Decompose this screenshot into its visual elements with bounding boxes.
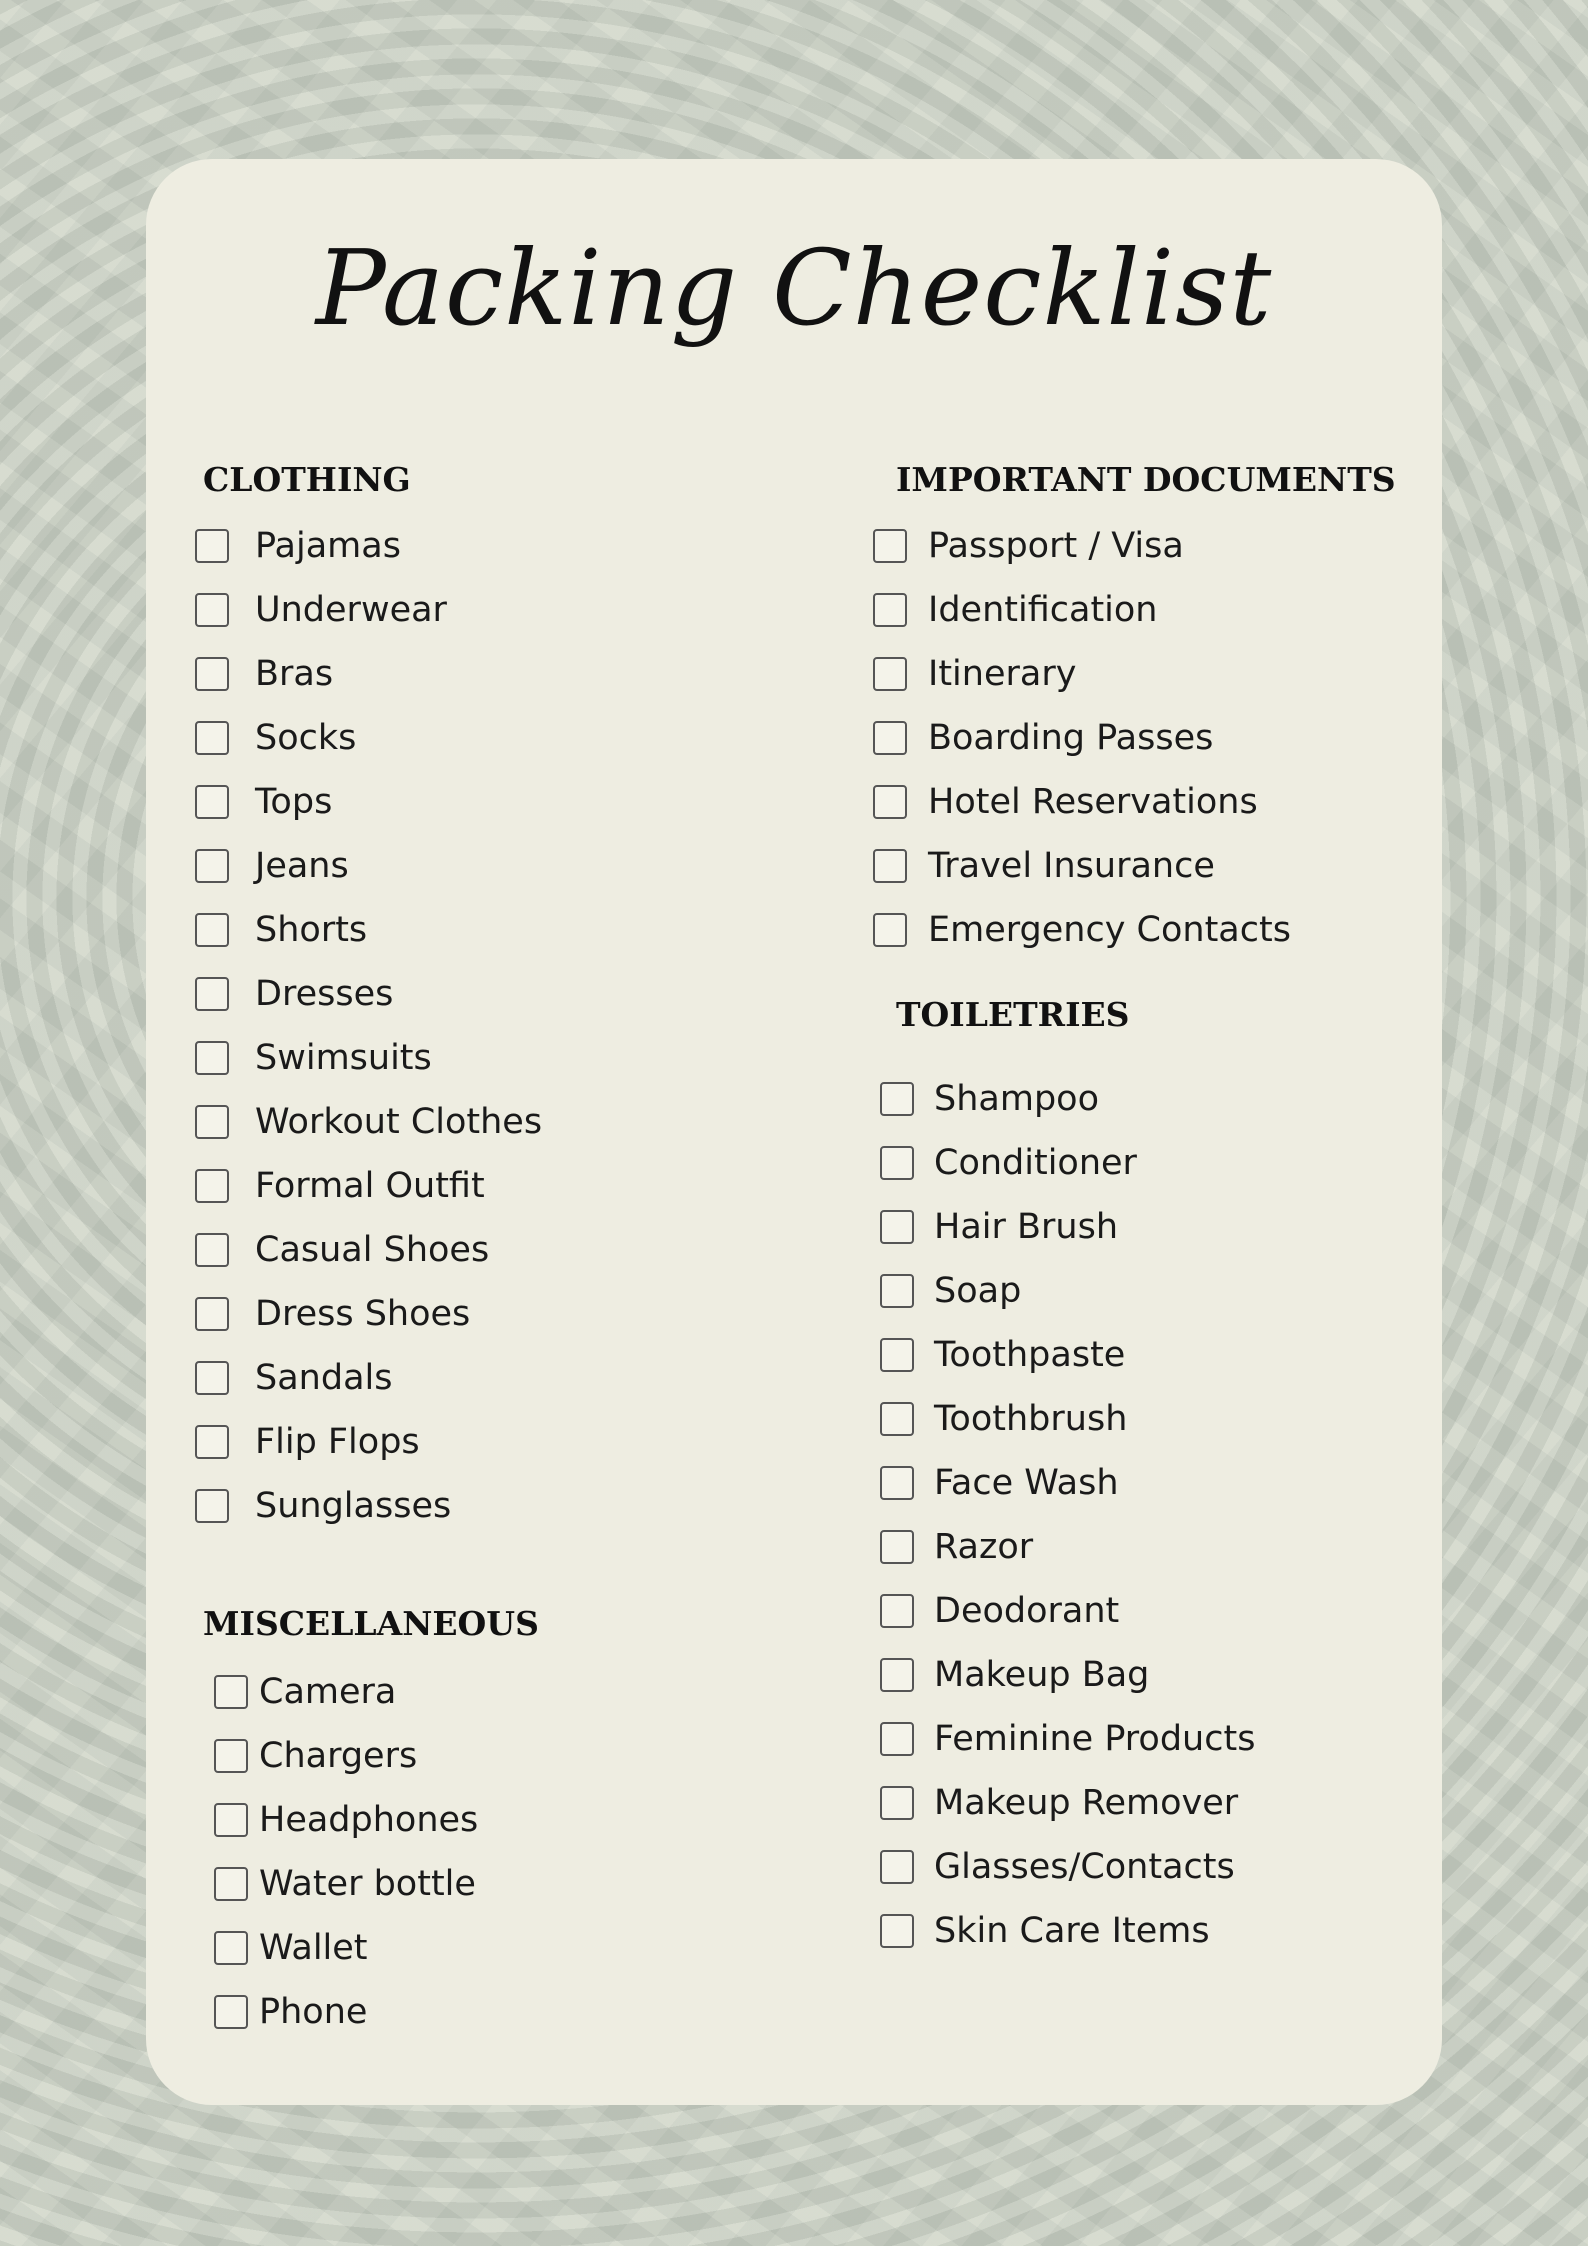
documents-item[interactable] bbox=[873, 514, 1291, 578]
checkbox-icon[interactable] bbox=[880, 1786, 914, 1820]
checkbox-icon[interactable] bbox=[195, 1489, 229, 1523]
miscellaneous-item[interactable] bbox=[214, 1724, 478, 1788]
clothing-item-label: Tops bbox=[255, 782, 333, 822]
toiletries-item-label: Deodorant bbox=[934, 1591, 1120, 1631]
clothing-item[interactable] bbox=[195, 834, 542, 898]
documents-item-label: Travel Insurance bbox=[928, 846, 1215, 886]
miscellaneous-item-label: Headphones bbox=[259, 1800, 479, 1840]
checkbox-icon[interactable] bbox=[214, 1675, 248, 1709]
clothing-item-label: Bras bbox=[255, 654, 334, 694]
toiletries-item[interactable] bbox=[880, 1323, 1255, 1387]
miscellaneous-list bbox=[214, 1660, 478, 2044]
checkbox-icon[interactable] bbox=[880, 1210, 914, 1244]
checkbox-icon[interactable] bbox=[195, 593, 229, 627]
documents-item[interactable] bbox=[873, 706, 1291, 770]
checkbox-icon[interactable] bbox=[873, 529, 907, 563]
checkbox-icon[interactable] bbox=[873, 657, 907, 691]
documents-item-label: Passport / Visa bbox=[928, 526, 1184, 566]
checkbox-icon[interactable] bbox=[214, 1803, 248, 1837]
clothing-item[interactable] bbox=[195, 1090, 542, 1154]
clothing-item-label: Dresses bbox=[255, 974, 394, 1014]
clothing-item-label: Sunglasses bbox=[255, 1486, 452, 1526]
clothing-item-label: Underwear bbox=[255, 590, 447, 630]
clothing-item[interactable] bbox=[195, 1346, 542, 1410]
clothing-item[interactable] bbox=[195, 1218, 542, 1282]
miscellaneous-item[interactable] bbox=[214, 1852, 478, 1916]
toiletries-item-label: Glasses/Contacts bbox=[934, 1847, 1235, 1887]
documents-item-label: Itinerary bbox=[928, 654, 1077, 694]
clothing-item[interactable] bbox=[195, 514, 542, 578]
checkbox-icon[interactable] bbox=[195, 1169, 229, 1203]
clothing-item[interactable] bbox=[195, 706, 542, 770]
documents-heading: IMPORTANT DOCUMENTS bbox=[896, 460, 1396, 499]
checkbox-icon[interactable] bbox=[880, 1466, 914, 1500]
toiletries-list bbox=[880, 1067, 1255, 1963]
miscellaneous-item-label: Camera bbox=[259, 1672, 397, 1712]
checkbox-icon[interactable] bbox=[880, 1594, 914, 1628]
clothing-item-label: Swimsuits bbox=[255, 1038, 432, 1078]
toiletries-item-label: Shampoo bbox=[934, 1079, 1099, 1119]
toiletries-item-label: Makeup Remover bbox=[934, 1783, 1239, 1823]
checkbox-icon[interactable] bbox=[195, 1105, 229, 1139]
miscellaneous-item[interactable] bbox=[214, 1916, 478, 1980]
toiletries-heading: TOILETRIES bbox=[896, 995, 1130, 1034]
toiletries-item-label: Toothbrush bbox=[934, 1399, 1128, 1439]
documents-item[interactable] bbox=[873, 770, 1291, 834]
clothing-item-label: Workout Clothes bbox=[255, 1102, 543, 1142]
clothing-item[interactable] bbox=[195, 962, 542, 1026]
clothing-item-label: Socks bbox=[255, 718, 357, 758]
checkbox-icon[interactable] bbox=[195, 1041, 229, 1075]
checkbox-icon[interactable] bbox=[873, 721, 907, 755]
checkbox-icon[interactable] bbox=[880, 1722, 914, 1756]
checkbox-icon[interactable] bbox=[195, 913, 229, 947]
clothing-item[interactable] bbox=[195, 642, 542, 706]
checkbox-icon[interactable] bbox=[195, 657, 229, 691]
miscellaneous-heading: MISCELLANEOUS bbox=[203, 1604, 539, 1643]
toiletries-item[interactable] bbox=[880, 1195, 1255, 1259]
documents-item-label: Boarding Passes bbox=[928, 718, 1214, 758]
checkbox-icon[interactable] bbox=[214, 1995, 248, 2029]
documents-item[interactable] bbox=[873, 834, 1291, 898]
checkbox-icon[interactable] bbox=[880, 1274, 914, 1308]
toiletries-item[interactable] bbox=[880, 1515, 1255, 1579]
clothing-item-label: Flip Flops bbox=[255, 1422, 420, 1462]
miscellaneous-item-label: Chargers bbox=[259, 1736, 418, 1776]
clothing-item[interactable] bbox=[195, 1026, 542, 1090]
clothing-item[interactable] bbox=[195, 898, 542, 962]
checkbox-icon[interactable] bbox=[195, 1361, 229, 1395]
checkbox-icon[interactable] bbox=[195, 721, 229, 755]
toiletries-item[interactable] bbox=[880, 1387, 1255, 1451]
checkbox-icon[interactable] bbox=[195, 977, 229, 1011]
toiletries-item[interactable] bbox=[880, 1771, 1255, 1835]
checkbox-icon[interactable] bbox=[873, 913, 907, 947]
clothing-item-label: Dress Shoes bbox=[255, 1294, 471, 1334]
toiletries-item[interactable] bbox=[880, 1707, 1255, 1771]
toiletries-item[interactable] bbox=[880, 1259, 1255, 1323]
checkbox-icon[interactable] bbox=[880, 1530, 914, 1564]
documents-item[interactable] bbox=[873, 898, 1291, 962]
toiletries-item-label: Makeup Bag bbox=[934, 1655, 1150, 1695]
checkbox-icon[interactable] bbox=[880, 1146, 914, 1180]
checkbox-icon[interactable] bbox=[195, 1425, 229, 1459]
checkbox-icon[interactable] bbox=[873, 849, 907, 883]
checkbox-icon[interactable] bbox=[195, 785, 229, 819]
clothing-item-label: Pajamas bbox=[255, 526, 401, 566]
checkbox-icon[interactable] bbox=[214, 1931, 248, 1965]
miscellaneous-item[interactable] bbox=[214, 1788, 478, 1852]
page-title: Packing Checklist bbox=[315, 227, 1273, 349]
documents-item-label: Emergency Contacts bbox=[928, 910, 1291, 950]
checkbox-icon[interactable] bbox=[873, 593, 907, 627]
toiletries-item[interactable] bbox=[880, 1451, 1255, 1515]
checkbox-icon[interactable] bbox=[195, 529, 229, 563]
checkbox-icon[interactable] bbox=[195, 849, 229, 883]
toiletries-item-label: Feminine Products bbox=[934, 1719, 1256, 1759]
clothing-item[interactable] bbox=[195, 1410, 542, 1474]
clothing-item[interactable] bbox=[195, 1282, 542, 1346]
checkbox-icon[interactable] bbox=[873, 785, 907, 819]
checkbox-icon[interactable] bbox=[880, 1402, 914, 1436]
checkbox-icon[interactable] bbox=[880, 1850, 914, 1884]
miscellaneous-item-label: Phone bbox=[259, 1992, 368, 2032]
checkbox-icon[interactable] bbox=[195, 1233, 229, 1267]
checkbox-icon[interactable] bbox=[880, 1338, 914, 1372]
clothing-item-label: Sandals bbox=[255, 1358, 393, 1398]
toiletries-item[interactable] bbox=[880, 1131, 1255, 1195]
clothing-item-label: Shorts bbox=[255, 910, 368, 950]
toiletries-item[interactable] bbox=[880, 1067, 1255, 1131]
checkbox-icon[interactable] bbox=[214, 1867, 248, 1901]
clothing-item-label: Jeans bbox=[255, 846, 349, 886]
miscellaneous-item-label: Wallet bbox=[259, 1928, 368, 1968]
toiletries-item-label: Soap bbox=[934, 1271, 1022, 1311]
documents-item[interactable] bbox=[873, 578, 1291, 642]
clothing-heading: CLOTHING bbox=[203, 460, 411, 499]
miscellaneous-item[interactable] bbox=[214, 1980, 478, 2044]
documents-item[interactable] bbox=[873, 642, 1291, 706]
toiletries-item-label: Hair Brush bbox=[934, 1207, 1119, 1247]
toiletries-item[interactable] bbox=[880, 1579, 1255, 1643]
clothing-item[interactable] bbox=[195, 1474, 542, 1538]
toiletries-item-label: Conditioner bbox=[934, 1143, 1137, 1183]
documents-list bbox=[873, 514, 1291, 962]
clothing-item[interactable] bbox=[195, 578, 542, 642]
clothing-item[interactable] bbox=[195, 770, 542, 834]
toiletries-item[interactable] bbox=[880, 1643, 1255, 1707]
toiletries-item-label: Razor bbox=[934, 1527, 1034, 1567]
toiletries-item-label: Toothpaste bbox=[934, 1335, 1126, 1375]
checkbox-icon[interactable] bbox=[195, 1297, 229, 1331]
miscellaneous-item[interactable] bbox=[214, 1660, 478, 1724]
clothing-item-label: Casual Shoes bbox=[255, 1230, 490, 1270]
clothing-list bbox=[195, 514, 542, 1538]
documents-item-label: Identification bbox=[928, 590, 1158, 630]
toiletries-item-label: Face Wash bbox=[934, 1463, 1119, 1503]
toiletries-item[interactable] bbox=[880, 1899, 1255, 1963]
miscellaneous-item-label: Water bottle bbox=[259, 1864, 476, 1904]
toiletries-item-label: Skin Care Items bbox=[934, 1911, 1210, 1951]
checkbox-icon[interactable] bbox=[214, 1739, 248, 1773]
checkbox-icon[interactable] bbox=[880, 1658, 914, 1692]
clothing-item-label: Formal Outfit bbox=[255, 1166, 485, 1206]
clothing-item[interactable] bbox=[195, 1154, 542, 1218]
checkbox-icon[interactable] bbox=[880, 1082, 914, 1116]
checkbox-icon[interactable] bbox=[880, 1914, 914, 1948]
toiletries-item[interactable] bbox=[880, 1835, 1255, 1899]
documents-item-label: Hotel Reservations bbox=[928, 782, 1258, 822]
